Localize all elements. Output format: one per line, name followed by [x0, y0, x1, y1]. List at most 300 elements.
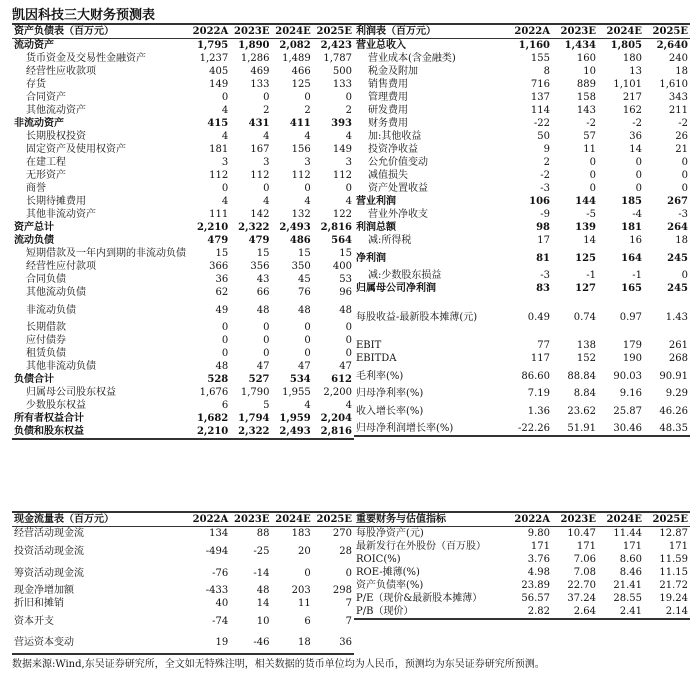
table-header-row — [12, 24, 354, 39]
row-value: 1,787 — [323, 53, 352, 64]
row-value: 0 — [221, 92, 229, 103]
row-label: 财务费用 — [368, 118, 408, 129]
row-value: 11 — [298, 598, 311, 609]
row-value: 47 — [339, 361, 352, 372]
row-value: -2 — [678, 118, 688, 129]
row-value: -4 — [632, 209, 642, 220]
row-value: 171 — [668, 541, 688, 552]
row-value: 400 — [332, 261, 352, 272]
table-row — [12, 425, 354, 439]
table-title: 重要财务与估值指标 — [356, 514, 446, 525]
table-header-row — [12, 512, 354, 527]
row-value: 356 — [250, 261, 270, 272]
row-value: -22 — [533, 118, 550, 129]
row-value: 527 — [248, 374, 270, 385]
row-value: 1,434 — [564, 40, 596, 51]
row-value: 0 — [263, 92, 270, 103]
row-value: 2,082 — [279, 40, 311, 51]
row-label: 资本开支 — [14, 615, 54, 627]
row-value: 217 — [622, 92, 642, 103]
row-label: 减:所得税 — [368, 235, 412, 246]
year-header: 2022A — [514, 26, 550, 37]
table-row — [12, 182, 354, 195]
row-value: -74 — [212, 615, 229, 627]
row-value: 211 — [668, 105, 688, 116]
row-value: 7.08 — [573, 567, 596, 578]
row-label: 存货 — [26, 79, 46, 90]
row-value: 4 — [345, 400, 352, 411]
row-label: 在建工程 — [26, 157, 66, 168]
row-value: 203 — [291, 585, 311, 596]
row-value: 14 — [629, 144, 642, 155]
row-value: 10 — [583, 66, 596, 77]
row-value: 125 — [291, 79, 311, 90]
table-row — [354, 553, 690, 566]
row-label: 资产总计 — [14, 222, 54, 233]
row-label: P/E（现价&最新股本摊薄） — [356, 593, 483, 604]
row-value: 2,493 — [279, 426, 311, 437]
row-value: 30.46 — [613, 423, 642, 434]
row-value: 1,676 — [199, 387, 229, 398]
year-header: 2022A — [192, 514, 229, 525]
row-value: 0 — [263, 322, 270, 333]
year-header: 2025E — [316, 514, 352, 525]
row-value: 111 — [209, 209, 229, 220]
year-header: 2024E — [275, 514, 311, 525]
row-value: 86.60 — [521, 370, 550, 382]
row-label: 归属母公司净利润 — [356, 283, 436, 294]
table-row — [12, 273, 354, 286]
row-label: 减值损失 — [368, 170, 408, 181]
row-value: 5 — [263, 400, 270, 411]
row-label: 加:其他收益 — [368, 131, 422, 142]
row-value: -2 — [632, 118, 642, 129]
row-label: 收入增长率(%) — [356, 405, 424, 417]
row-value: 13 — [629, 66, 642, 77]
row-value: 26 — [675, 131, 688, 142]
row-value: 22.70 — [567, 580, 596, 591]
table-row — [354, 52, 690, 65]
row-label: 税金及附加 — [368, 66, 418, 77]
row-label: 其他流动负债 — [26, 287, 86, 298]
row-value: 48 — [298, 304, 311, 316]
row-value: 1,805 — [610, 40, 642, 51]
table-row — [354, 579, 690, 592]
row-value: 165 — [621, 283, 642, 294]
row-value: -1 — [632, 270, 642, 281]
row-value: 112 — [332, 170, 352, 181]
row-value: 479 — [248, 235, 270, 246]
row-value: 133 — [250, 79, 270, 90]
row-value: 77 — [537, 340, 550, 351]
table-row — [12, 39, 354, 53]
row-value: 240 — [668, 53, 688, 64]
row-value: 3.76 — [527, 554, 550, 565]
table-row — [354, 540, 690, 553]
row-value: 7 — [345, 615, 352, 627]
income-statement-table — [354, 23, 690, 437]
row-value: -25 — [253, 545, 270, 557]
row-value: -5 — [586, 209, 596, 220]
balance-sheet-table — [12, 23, 354, 440]
row-value: 20 — [298, 545, 311, 557]
row-value: 14 — [583, 235, 596, 246]
table-row — [354, 566, 690, 579]
row-label: 其他非流动资产 — [26, 209, 96, 220]
table-row — [12, 156, 354, 169]
row-value: 245 — [667, 252, 688, 264]
row-value: 45 — [298, 274, 311, 285]
row-value: 14 — [256, 598, 270, 609]
row-value: 1,959 — [279, 413, 311, 424]
row-value: 51.91 — [567, 423, 596, 434]
row-value: -433 — [205, 585, 229, 596]
row-value: 36 — [629, 131, 642, 142]
row-value: 53 — [339, 274, 352, 285]
row-value: 11.15 — [659, 567, 688, 578]
year-header: 2022A — [514, 514, 550, 525]
row-value: -22.26 — [517, 423, 550, 434]
row-value: 0 — [304, 92, 311, 103]
row-value: 0 — [221, 322, 229, 333]
row-label: 其他非流动负债 — [26, 361, 96, 372]
row-value: 155 — [530, 53, 550, 64]
row-value: 393 — [331, 118, 352, 129]
table-row — [354, 169, 690, 182]
row-value: -46 — [253, 637, 270, 648]
row-value: 18 — [298, 637, 311, 648]
row-value: 48 — [215, 361, 229, 372]
row-value: 1,101 — [613, 79, 642, 90]
row-value: 0 — [263, 348, 270, 359]
row-value: 15 — [298, 248, 311, 259]
row-value: 6 — [221, 400, 229, 411]
row-value: 156 — [291, 144, 311, 155]
row-label: ROE-摊薄(%) — [356, 567, 420, 578]
table-row — [12, 78, 354, 91]
row-value: 889 — [576, 79, 596, 90]
row-value: 2,200 — [323, 387, 352, 398]
table-row — [354, 234, 690, 247]
row-value: 264 — [667, 222, 688, 233]
row-value: 528 — [207, 374, 229, 385]
table-row — [12, 286, 354, 299]
table-row — [354, 78, 690, 91]
table-row — [354, 339, 690, 352]
table-row — [12, 527, 354, 541]
table-row — [354, 295, 690, 339]
row-label: 筹资活动现金流 — [14, 567, 84, 579]
row-label: 资产负债率(%) — [356, 580, 424, 591]
row-value: 18 — [675, 66, 688, 77]
row-value: 21 — [675, 144, 688, 155]
row-value: 171 — [622, 541, 642, 552]
year-header: 2023E — [560, 26, 596, 37]
row-value: 158 — [576, 92, 596, 103]
table-row — [354, 387, 690, 400]
row-value: 486 — [289, 235, 311, 246]
row-value: 0 — [589, 157, 596, 168]
row-value: 88 — [256, 528, 270, 539]
row-value: 171 — [530, 541, 550, 552]
row-value: 3 — [345, 157, 352, 168]
row-value: 2 — [263, 105, 270, 116]
row-value: 183 — [291, 528, 311, 539]
row-value: 1,286 — [240, 53, 270, 64]
row-value: 405 — [209, 66, 229, 77]
row-value: 8.84 — [573, 388, 596, 399]
table-row — [12, 299, 354, 321]
row-value: 3 — [263, 157, 270, 168]
row-value: 112 — [250, 170, 270, 181]
row-value: 2.41 — [619, 606, 642, 617]
table-row — [354, 130, 690, 143]
row-value: 0 — [221, 183, 229, 194]
row-value: 48 — [256, 304, 270, 316]
row-value: 9.16 — [619, 388, 642, 399]
row-value: 8 — [543, 66, 550, 77]
row-value: 21.41 — [613, 580, 642, 591]
row-value: 1.43 — [665, 311, 688, 323]
row-label: 流动资产 — [14, 40, 54, 51]
row-label: 所有者权益合计 — [14, 413, 84, 424]
row-value: 7.19 — [527, 388, 550, 399]
row-value: 18 — [675, 235, 688, 246]
row-value: 57 — [583, 131, 596, 142]
row-value: 40 — [215, 598, 229, 609]
row-value: 43 — [256, 274, 270, 285]
row-label: 短期借款及一年内到期的非流动负债 — [26, 248, 186, 259]
row-value: -3 — [678, 209, 688, 220]
row-value: 125 — [575, 252, 596, 264]
row-value: 66 — [256, 287, 270, 298]
row-label: 资产处置收益 — [368, 183, 428, 194]
row-label: 营业利润 — [356, 196, 396, 207]
row-label: 非流动负债 — [26, 304, 76, 316]
row-value: 0.97 — [619, 311, 642, 323]
row-label: 毛利率(%) — [356, 370, 404, 382]
table-row — [12, 562, 354, 584]
row-value: 112 — [291, 170, 311, 181]
row-label: ROIC(%) — [356, 554, 401, 565]
row-value: 139 — [575, 222, 596, 233]
row-value: 8.60 — [619, 554, 642, 565]
row-value: 0 — [221, 335, 229, 346]
row-value: 185 — [621, 196, 642, 207]
row-value: 36 — [339, 637, 352, 648]
year-header: 2022A — [192, 26, 229, 37]
row-value: 2,493 — [279, 222, 311, 233]
row-value: 83 — [536, 283, 550, 294]
row-value: 0 — [589, 170, 596, 181]
row-value: 0 — [345, 567, 352, 579]
row-value: 0 — [345, 335, 352, 346]
row-value: 4 — [345, 131, 352, 142]
row-value: -1 — [586, 270, 596, 281]
table-row — [354, 39, 690, 53]
row-label: 经营性应付款项 — [26, 261, 96, 272]
row-value: 122 — [332, 209, 352, 220]
row-value: 56.57 — [521, 593, 550, 604]
row-value: 12.87 — [659, 528, 688, 539]
row-value: 0 — [263, 183, 270, 194]
row-value: 167 — [250, 144, 270, 155]
row-value: 50 — [537, 131, 550, 142]
row-value: 2,210 — [196, 222, 229, 233]
row-value: 0 — [304, 567, 311, 579]
row-label: 现金净增加额 — [14, 585, 74, 596]
row-label: 负债合计 — [14, 374, 54, 385]
row-value: 180 — [622, 53, 642, 64]
row-value: 16 — [629, 235, 642, 246]
table-row — [354, 352, 690, 365]
row-label: 非流动资产 — [14, 118, 64, 129]
row-label: 其他流动资产 — [26, 105, 86, 116]
row-value: 149 — [332, 144, 352, 155]
row-label: 营运资本变动 — [14, 637, 74, 648]
row-value: 2,204 — [320, 413, 352, 424]
year-header: 2023E — [234, 514, 270, 525]
row-value: 0 — [304, 322, 311, 333]
table-header-row — [354, 512, 690, 527]
table-row — [12, 584, 354, 597]
row-value: 4 — [263, 131, 270, 142]
row-value: -14 — [253, 567, 270, 579]
row-value: 10 — [256, 615, 270, 627]
table-row — [354, 143, 690, 156]
table-header-row — [354, 24, 690, 39]
table-row — [12, 321, 354, 334]
row-value: 48.35 — [659, 423, 688, 434]
table-title: 现金流量表（百万元） — [14, 514, 114, 525]
row-value: 2,816 — [320, 222, 352, 233]
row-value: 9.29 — [665, 388, 688, 399]
row-value: 267 — [667, 196, 688, 207]
table-row — [12, 208, 354, 221]
row-value: 4 — [221, 196, 229, 207]
row-value: 270 — [332, 528, 352, 539]
row-value: 28 — [339, 545, 352, 557]
table-row — [354, 195, 690, 208]
row-value: 23.89 — [521, 580, 550, 591]
year-header: 2025E — [316, 26, 352, 37]
row-value: 21.72 — [659, 580, 688, 591]
table-row — [354, 400, 690, 422]
row-value: 11 — [583, 144, 596, 155]
year-header: 2024E — [606, 26, 642, 37]
row-value: 2,322 — [238, 426, 270, 437]
table-title: 利润表（百万元） — [356, 26, 436, 37]
row-value: 137 — [530, 92, 550, 103]
row-value: 479 — [207, 235, 229, 246]
row-value: 0 — [345, 348, 352, 359]
row-value: 1,790 — [240, 387, 270, 398]
table-row — [12, 234, 354, 247]
row-value: 612 — [331, 374, 352, 385]
table-row — [354, 592, 690, 605]
row-value: 149 — [209, 79, 229, 90]
row-value: 90.03 — [613, 370, 642, 382]
table-row — [354, 91, 690, 104]
table-row — [12, 221, 354, 234]
row-value: 4.98 — [527, 567, 550, 578]
row-value: -2 — [586, 118, 596, 129]
row-value: 152 — [576, 353, 596, 364]
row-label: 长期待摊费用 — [26, 196, 86, 207]
row-value: 245 — [667, 283, 688, 294]
row-value: 0 — [681, 183, 688, 194]
row-label: 利润总额 — [356, 222, 396, 233]
row-value: 162 — [622, 105, 642, 116]
year-header: 2025E — [652, 26, 688, 37]
row-value: 2,423 — [320, 40, 352, 51]
row-label: EBITDA — [356, 353, 397, 364]
row-value: 343 — [668, 92, 688, 103]
row-value: 0 — [304, 183, 311, 194]
row-value: 144 — [575, 196, 596, 207]
row-value: 117 — [530, 353, 550, 364]
table-row — [354, 221, 690, 234]
table-row — [354, 527, 690, 541]
row-value: 15 — [256, 248, 270, 259]
row-value: 2,816 — [320, 426, 352, 437]
row-value: 48 — [339, 304, 352, 316]
row-value: 1,890 — [238, 40, 270, 51]
table-row — [354, 65, 690, 78]
row-label: 经营活动现金流 — [14, 528, 84, 539]
row-value: 9 — [543, 144, 550, 155]
table-row — [12, 597, 354, 610]
row-label: EBIT — [356, 340, 382, 351]
table-row — [12, 65, 354, 78]
row-label: 应付债券 — [26, 335, 66, 346]
row-value: 2 — [345, 105, 352, 116]
row-value: 0.49 — [527, 311, 550, 323]
row-value: 190 — [622, 353, 642, 364]
row-label: 无形资产 — [26, 170, 66, 181]
row-value: 4 — [304, 196, 311, 207]
row-value: 114 — [530, 105, 550, 116]
row-value: 11.44 — [613, 528, 642, 539]
row-label: 合同负债 — [26, 274, 66, 285]
table-row — [354, 182, 690, 195]
row-value: 469 — [250, 66, 270, 77]
row-value: 8.46 — [619, 567, 642, 578]
row-label: 投资净收益 — [368, 144, 418, 155]
table-row — [12, 373, 354, 386]
table-row — [12, 104, 354, 117]
row-value: 2.64 — [573, 606, 596, 617]
row-value: 298 — [332, 585, 352, 596]
row-value: 9.80 — [527, 528, 550, 539]
row-label: 负债和股东权益 — [14, 426, 84, 437]
row-value: 0 — [263, 335, 270, 346]
row-value: 500 — [332, 66, 352, 77]
row-label: 租赁负债 — [26, 348, 66, 359]
table-row — [12, 91, 354, 104]
row-value: 466 — [291, 66, 311, 77]
row-value: 2,322 — [238, 222, 270, 233]
row-value: 6 — [304, 615, 311, 627]
table-row — [354, 269, 690, 282]
row-value: 1,610 — [659, 79, 688, 90]
row-value: 36 — [215, 274, 229, 285]
row-value: 366 — [209, 261, 229, 272]
row-value: 171 — [576, 541, 596, 552]
table-row — [12, 360, 354, 373]
row-value: 2 — [543, 157, 550, 168]
row-value: -9 — [540, 209, 550, 220]
